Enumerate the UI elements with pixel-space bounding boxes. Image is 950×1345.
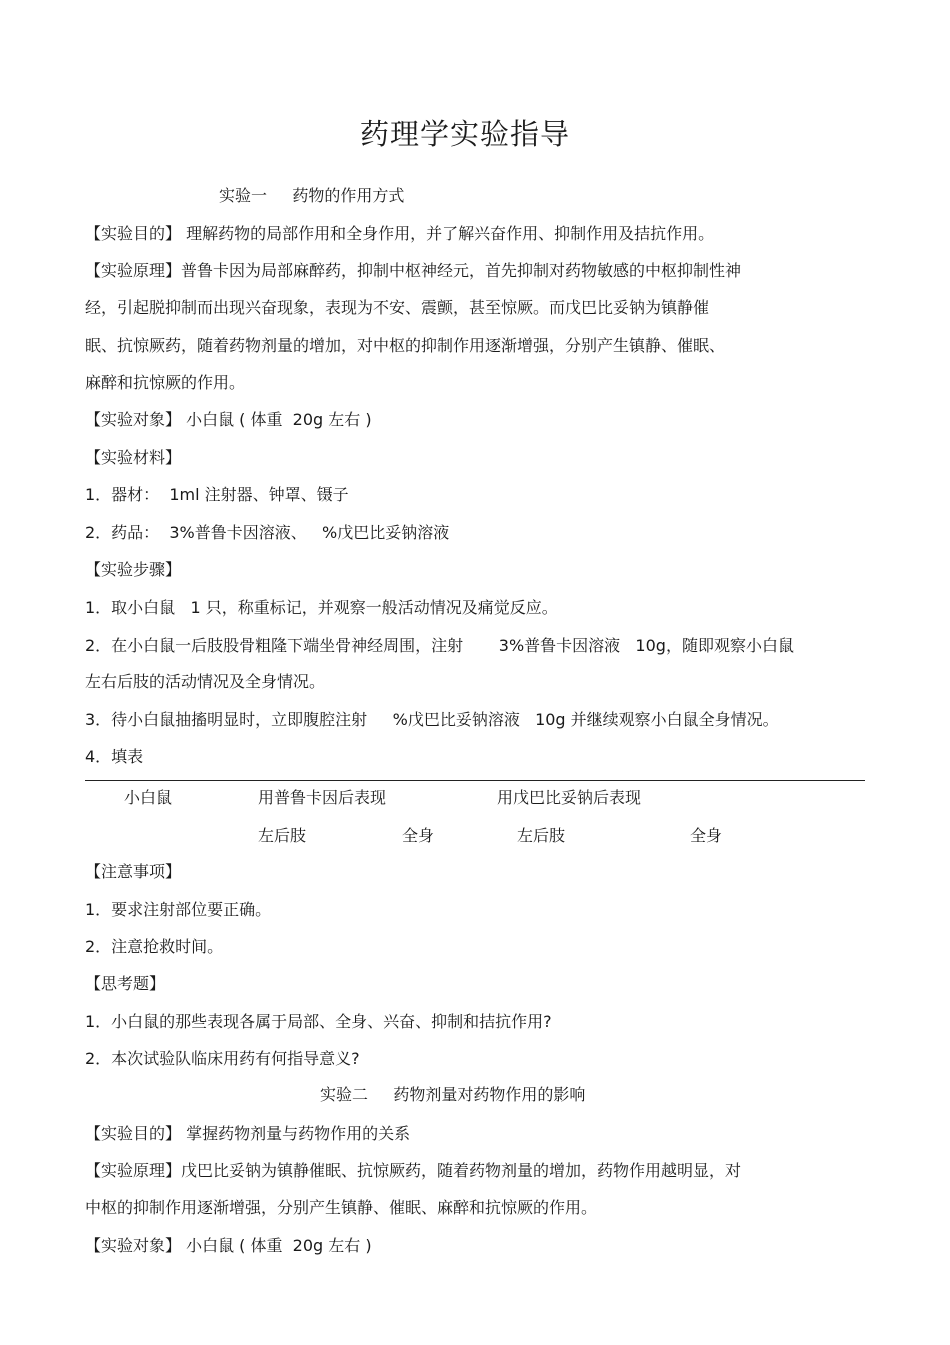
exp1-questions-heading: 【思考题】: [85, 974, 166, 993]
exp1-material-1: 1．器材： 1ml 注射器、钟罩、镊子: [85, 485, 349, 504]
table-header-procaine: 用普鲁卡因后表现: [258, 788, 387, 807]
exp1-note-1: 1．要求注射部位要正确。: [85, 900, 272, 919]
experiment-1-heading: 实验一 药物的作用方式: [219, 186, 405, 205]
table-header-pentobarbital: 用戊巴比妥钠后表现: [497, 788, 642, 807]
exp1-principle-line-3: 眠、抗惊厥药，随着药物剂量的增加，对中枢的抑制作用逐渐增强，分别产生镇静、催眠、: [85, 336, 726, 355]
table-top-rule: [85, 780, 865, 781]
exp1-step-2: 2．在小白鼠一后肢股骨粗隆下端坐骨神经周围，注射 3%普鲁卡因溶液 10g，随即观察小白鼠: [85, 636, 794, 655]
experiment-2-heading: 实验二 药物剂量对药物作用的影响: [320, 1085, 586, 1104]
exp1-step-1: 1．取小白鼠 1 只，称重标记，并观察一般活动情况及痛觉反应。: [85, 598, 558, 617]
exp2-subject: 【实验对象】 小白鼠 ( 体重 20g 左右 ): [85, 1236, 372, 1255]
exp2-principle-line-1: 【实验原理】戊巴比妥钠为镇静催眠、抗惊厥药，随着药物剂量的增加，药物作用越明显，对: [85, 1161, 742, 1180]
exp1-materials-heading: 【实验材料】: [85, 448, 182, 467]
exp1-notes-heading: 【注意事项】: [85, 862, 182, 881]
table-subheader-whole-body-1: 全身: [402, 826, 435, 845]
exp1-purpose: 【实验目的】 理解药物的局部作用和全身作用，并了解兴奋作用、抑制作用及拮抗作用。: [85, 224, 715, 243]
exp1-steps-heading: 【实验步骤】: [85, 560, 182, 579]
exp1-principle-line-1: 【实验原理】普鲁卡因为局部麻醉药，抑制中枢神经元，首先抑制对药物敏感的中枢抑制性神: [85, 261, 742, 280]
exp1-principle-line-2: 经，引起脱抑制而出现兴奋现象，表现为不安、震颤，甚至惊厥。而戊巴比妥钠为镇静催: [85, 298, 710, 317]
exp1-question-2: 2．本次试验队临床用药有何指导意义?: [85, 1049, 360, 1068]
exp1-principle-line-4: 麻醉和抗惊厥的作用。: [85, 373, 246, 392]
table-subheader-left-hind-2: 左后肢: [517, 826, 566, 845]
exp2-principle-line-2: 中枢的抑制作用逐渐增强，分别产生镇静、催眠、麻醉和抗惊厥的作用。: [85, 1198, 598, 1217]
exp1-step-2-cont: 左右后肢的活动情况及全身情况。: [85, 672, 326, 691]
exp1-subject: 【实验对象】 小白鼠 ( 体重 20g 左右 ): [85, 410, 372, 429]
page-title: 药理学实验指导: [359, 117, 570, 151]
exp1-step-4: 4．填表: [85, 747, 144, 766]
table-header-mouse: 小白鼠: [124, 788, 173, 807]
exp1-step-3: 3．待小白鼠抽搐明显时，立即腹腔注射 %戊巴比妥钠溶液 10g 并继续观察小白鼠全身情况。: [85, 710, 779, 729]
exp2-purpose: 【实验目的】 掌握药物剂量与药物作用的关系: [85, 1124, 411, 1143]
exp1-material-2: 2．药品： 3%普鲁卡因溶液、 %戊巴比妥钠溶液: [85, 523, 450, 542]
exp1-note-2: 2．注意抢救时间。: [85, 937, 224, 956]
table-subheader-whole-body-2: 全身: [690, 826, 723, 845]
table-subheader-left-hind-1: 左后肢: [258, 826, 307, 845]
exp1-question-1: 1．小白鼠的那些表现各属于局部、全身、兴奋、抑制和拮抗作用?: [85, 1012, 552, 1031]
